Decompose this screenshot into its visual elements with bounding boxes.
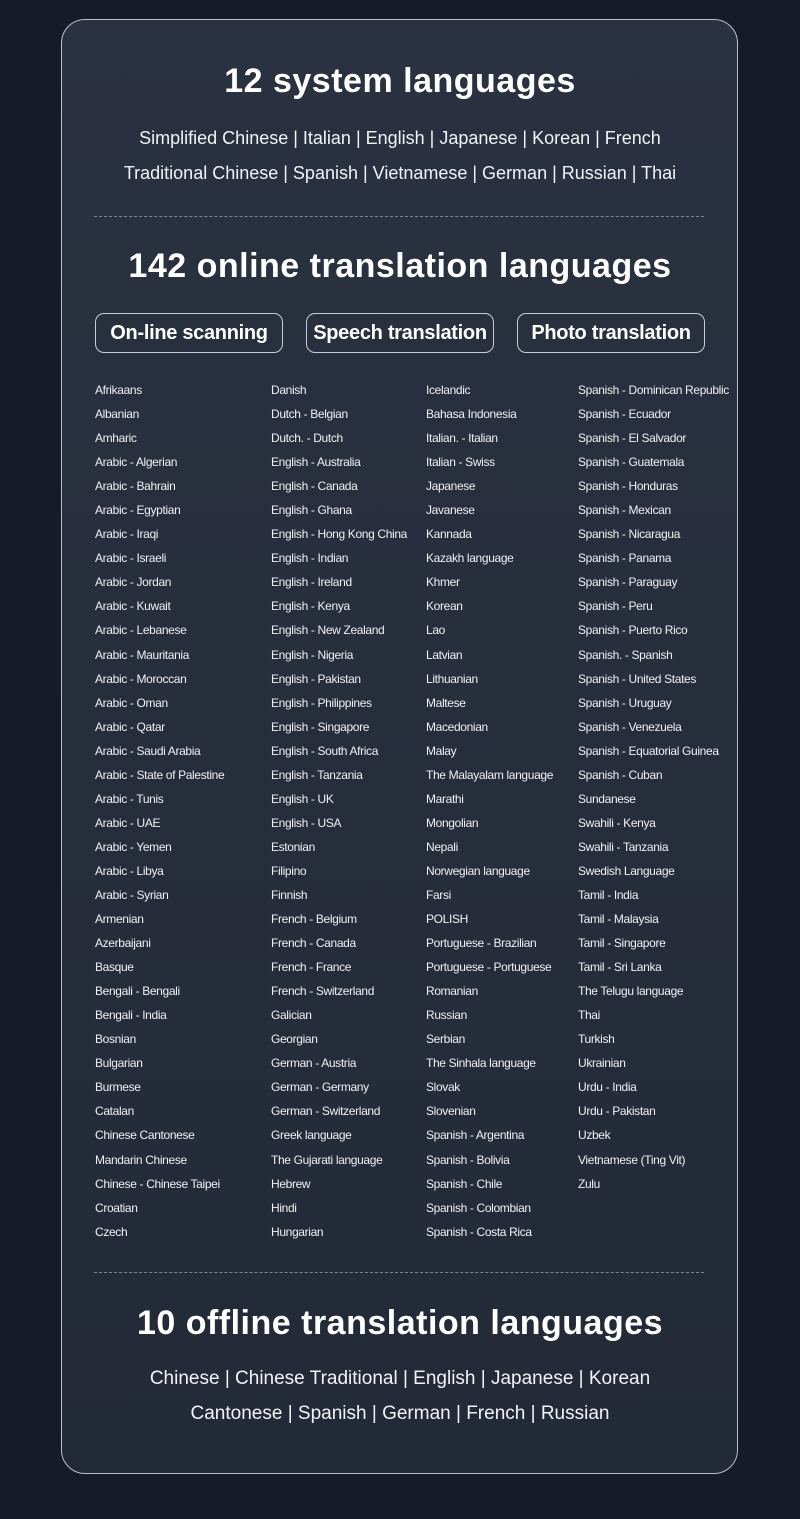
language-item: Arabic - Kuwait [95,599,171,614]
language-item: Basque [95,960,134,975]
language-item: Kannada [426,527,472,542]
language-item: English - Kenya [271,599,350,614]
language-item: Estonian [271,839,315,854]
language-item: Spanish - Uruguay [578,695,672,710]
language-item: Spanish - El Salvador [578,431,687,446]
language-item: English - Ghana [271,503,352,518]
language-item: French - France [271,960,352,975]
language-item: Chinese - Chinese Taipei [95,1176,220,1191]
language-item: Japanese [426,479,476,494]
language-item: Arabic - Iraqi [95,527,159,542]
language-column-2 [271,378,407,1244]
language-item: Arabic - Moroccan [95,671,187,686]
language-item: Tamil - Sri Lanka [578,960,662,975]
language-item: Swedish Language [578,863,675,878]
language-item: Spanish - Bolivia [426,1152,510,1167]
language-item: Arabic - Egyptian [95,503,181,518]
language-item: Spanish - Paraguay [578,575,678,590]
language-item: Spanish - Chile [426,1176,503,1191]
language-item: German - Germany [271,1080,369,1095]
language-item: Finnish [271,887,308,902]
language-item: Filipino [271,863,307,878]
language-item: Afrikaans [95,383,142,397]
language-item: Spanish - Equatorial Guinea [578,743,719,758]
language-item: Sundanese [578,791,636,806]
language-item: Korean [426,599,463,614]
language-column-4 [578,378,729,1196]
language-item: Burmese [95,1080,141,1095]
language-item: Italian. - Italian [426,431,498,446]
language-item: Arabic - Libya [95,863,164,878]
language-item: Armenian [95,912,144,927]
language-item: Russian [426,1008,467,1023]
offline-languages-line-2: Cantonese | Spanish | German | French | Russian [190,1403,610,1424]
language-item: Turkish [578,1032,615,1047]
language-item: Spanish - Peru [578,599,653,614]
language-item: Urdu - Pakistan [578,1104,656,1119]
language-item: Azerbaijani [95,936,151,951]
language-item: Arabic - Bahrain [95,479,176,494]
language-item: English - Philippines [271,695,372,710]
language-item: Tamil - Malaysia [578,912,659,927]
speech-translation-button[interactable]: Speech translation [306,313,494,353]
language-item: Spanish. - Spanish [578,647,673,662]
language-item: Bahasa Indonesia [426,407,517,422]
language-item: POLISH [426,912,468,927]
language-item: Spanish - Costa Rica [426,1224,532,1239]
language-item: Italian - Swiss [426,455,495,470]
language-item: English - USA [271,815,342,830]
language-item: Spanish - Ecuador [578,407,671,422]
language-item: English - Indian [271,551,349,566]
language-item: English - Pakistan [271,671,361,686]
language-item: Vietnamese (Ting Vit) [578,1152,686,1167]
language-item: French - Canada [271,936,356,951]
language-item: Arabic - Lebanese [95,623,187,638]
offline-languages-title: 10 offline translation languages [136,1304,664,1342]
language-item: Arabic - Oman [95,695,168,710]
language-item: English - Singapore [271,719,370,734]
language-item: Slovak [426,1080,460,1095]
language-item: Spanish - Venezuela [578,719,682,734]
language-item: Spanish - Cuban [578,767,663,782]
language-item: Arabic - Algerian [95,455,178,470]
language-item: Arabic - State of Palestine [95,767,225,782]
language-item: Arabic - Saudi Arabia [95,743,201,758]
online-languages-title: 142 online translation languages [128,247,672,285]
language-item: Zulu [578,1176,600,1191]
language-item: Spanish - Nicaragua [578,527,681,542]
language-item: Thai [578,1008,600,1023]
language-item: German - Austria [271,1056,357,1071]
language-item: Spanish - United States [578,671,697,686]
language-column-3 [426,378,553,1244]
language-item: Marathi [426,791,464,806]
language-item: Spanish - Honduras [578,479,678,494]
language-item: Icelandic [426,383,471,397]
language-item: Catalan [95,1104,134,1119]
language-item: Arabic - Israeli [95,551,167,566]
language-item: The Malayalam language [426,767,554,782]
language-item: Spanish - Dominican Republic [578,383,729,397]
dashed-divider [94,1272,704,1273]
language-item: Arabic - Qatar [95,719,165,734]
system-languages-title: 12 system languages [224,62,576,100]
online-scanning-button[interactable]: On-line scanning [95,313,283,353]
language-item: Ukrainian [578,1056,626,1071]
language-item: Latvian [426,647,463,662]
language-item: Albanian [95,407,139,422]
language-item: English - Nigeria [271,647,354,662]
language-item: Czech [95,1224,128,1239]
language-item: Chinese Cantonese [95,1128,195,1143]
language-item: The Gujarati language [271,1152,383,1167]
language-item: Slovenian [426,1104,476,1119]
language-item: Spanish - Panama [578,551,672,566]
language-item: Arabic - Syrian [95,887,169,902]
language-item: Norwegian language [426,863,530,878]
language-item: Tamil - India [578,887,639,902]
photo-translation-button[interactable]: Photo translation [517,313,705,353]
language-item: Bengali - Bengali [95,984,180,999]
language-column-1 [95,378,224,1244]
system-languages-line-2: Traditional Chinese | Spanish | Vietnamese | German | Russian | Thai [123,163,677,183]
language-item: Maltese [426,695,466,710]
language-item: Spanish - Guatemala [578,455,685,470]
language-item: Swahili - Tanzania [578,839,669,854]
language-item: Mandarin Chinese [95,1152,187,1167]
language-item: Spanish - Puerto Rico [578,623,688,638]
language-item: Farsi [426,887,451,902]
language-item: Hindi [271,1200,297,1215]
language-item: Amharic [95,431,137,446]
language-item: Kazakh language [426,551,514,566]
language-item: Lithuanian [426,671,478,686]
language-item: Arabic - Tunis [95,791,164,806]
language-item: Urdu - India [578,1080,637,1095]
language-item: Bulgarian [95,1056,143,1071]
offline-languages-line-1: Chinese | Chinese Traditional | English | Japanese | Korean [149,1368,651,1389]
language-item: Dutch. - Dutch [271,431,343,446]
language-item: Arabic - Jordan [95,575,172,590]
language-item: English - New Zealand [271,623,385,638]
language-item: Dutch - Belgian [271,407,348,422]
language-item: Spanish - Colombian [426,1200,531,1215]
language-item: Bengali - India [95,1008,167,1023]
language-item: English - Canada [271,479,358,494]
language-item: English - Ireland [271,575,352,590]
language-item: Hungarian [271,1224,324,1239]
language-item: Portuguese - Portuguese [426,960,552,975]
language-item: Malay [426,743,457,758]
language-item: Arabic - Yemen [95,839,172,854]
language-item: English - South Africa [271,743,379,758]
language-item: Danish [271,383,307,397]
language-item: Spanish - Mexican [578,503,671,518]
language-item: English - Australia [271,455,361,470]
language-item: Macedonian [426,719,488,734]
language-item: French - Switzerland [271,984,375,999]
language-item: Javanese [426,503,475,518]
language-item: Romanian [426,984,478,999]
language-item: The Sinhala language [426,1056,536,1071]
language-item: Serbian [426,1032,465,1047]
language-item: Uzbek [578,1128,611,1143]
system-languages-line-1: Simplified Chinese | Italian | English | Japanese | Korean | French [139,128,661,148]
language-item: Georgian [271,1032,318,1047]
language-item: Nepali [426,839,458,854]
language-item: Tamil - Singapore [578,936,666,951]
language-item: Croatian [95,1200,138,1215]
language-item: English - Hong Kong China [271,527,408,542]
language-item: Swahili - Kenya [578,815,656,830]
language-item: Spanish - Argentina [426,1128,525,1143]
language-item: Hebrew [271,1176,311,1191]
language-item: Bosnian [95,1032,136,1047]
language-item: Galician [271,1008,312,1023]
language-item: English - UK [271,791,334,806]
language-item: French - Belgium [271,912,357,927]
language-item: Mongolian [426,815,479,830]
language-item: Portuguese - Brazilian [426,936,537,951]
language-item: Arabic - Mauritania [95,647,190,662]
language-item: English - Tanzania [271,767,363,782]
language-item: Greek language [271,1128,352,1143]
language-item: Arabic - UAE [95,815,161,830]
language-item: Khmer [426,575,460,590]
language-item: German - Switzerland [271,1104,381,1119]
language-item: The Telugu language [578,984,684,999]
language-item: Lao [426,623,445,638]
dashed-divider [94,216,704,217]
